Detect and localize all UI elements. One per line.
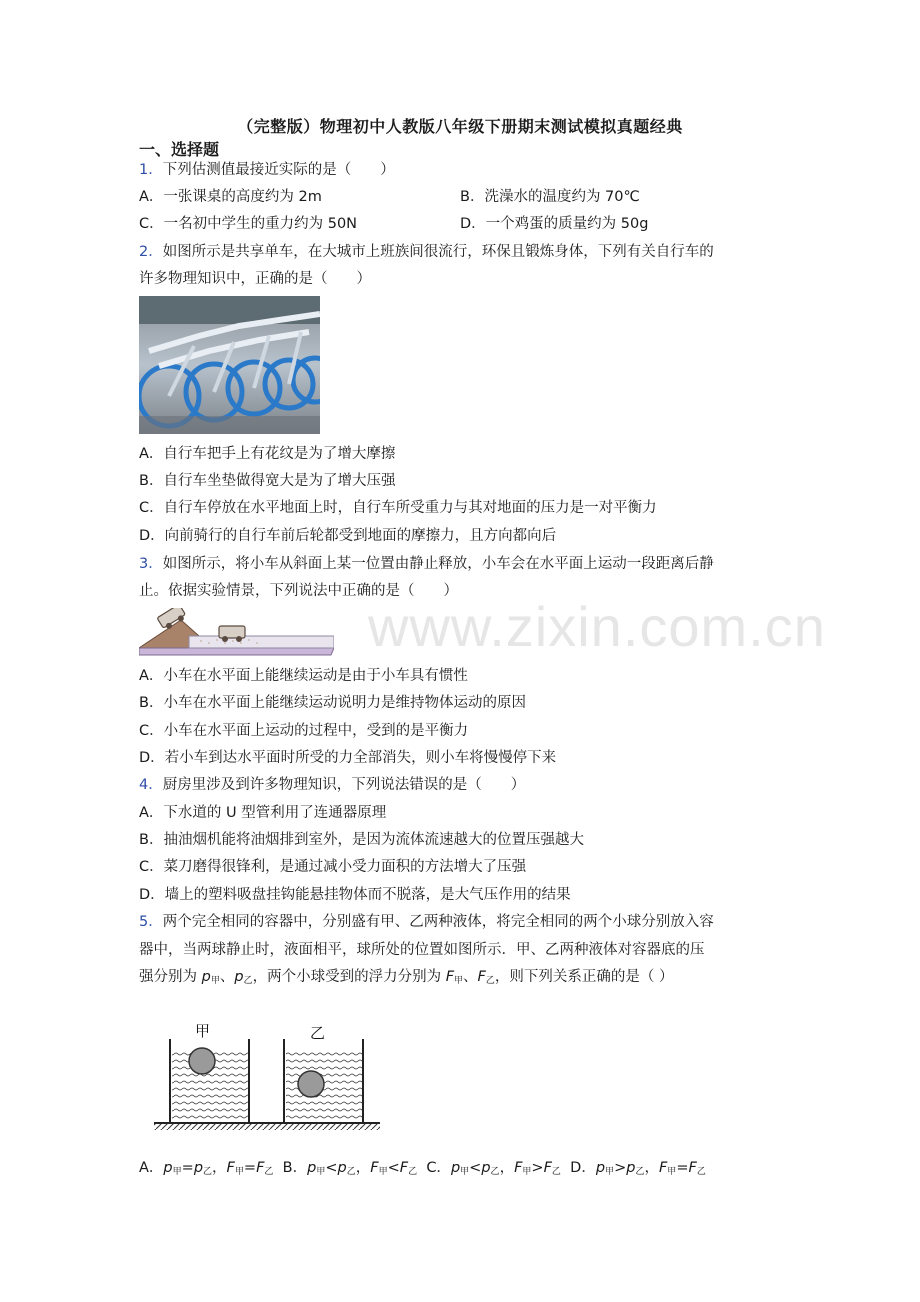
shared-bikes-photo — [139, 296, 320, 434]
label-yi: 乙 — [310, 1024, 326, 1042]
q2-option-d: D．向前骑行的自行车前后轮都受到地面的摩擦力，且方向都向后 — [139, 528, 557, 544]
q4-option-c: C．菜刀磨得很锋利，是通过减小受力面积的方法增大了压强 — [139, 859, 527, 875]
q3-option-d: D．若小车到达水平面时所受的力全部消失，则小车将慢慢停下来 — [139, 750, 557, 766]
q2-option-c: C．自行车停放在水平地面上时，自行车所受重力与其对地面的压力是一对平衡力 — [139, 500, 657, 516]
page-title: （完整版）物理初中人教版八年级下册期末测试模拟真题经典 — [237, 117, 683, 136]
q2-option-b: B．自行车坐垫做得宽大是为了增大压强 — [139, 473, 396, 489]
q3-option-c: C．小车在水平面上运动的过程中，受到的是平衡力 — [139, 723, 469, 739]
section-heading: 一、选择题 — [139, 140, 220, 159]
q4-option-a: A．下水道的 U 型管利用了连通器原理 — [139, 805, 387, 821]
q2-stem-line2: 许多物理知识中，正确的是（ ） — [139, 271, 371, 287]
q1-stem: 1．下列估测值最接近实际的是（ ） — [139, 162, 395, 178]
q5-options — [139, 1158, 706, 1182]
q5-option-b: B．$p_甲<p_乙$，$F_甲<F_乙$ — [282, 1160, 418, 1177]
q3-option-b: B．小车在水平面上能继续运动说明力是维持物体运动的原因 — [139, 695, 526, 711]
label-jia: 甲 — [195, 1022, 211, 1040]
q1-number: 1． — [139, 162, 163, 178]
q5-stem-line3: 强分别为 $p_甲$、$p_乙$，两个小球受到的浮力分别为 $F_甲$、$F_乙$，则下列关系正确的是（ ） — [139, 969, 674, 986]
q5-option-d: D．$p_甲>p_乙$，$F_甲=F_乙$ — [570, 1160, 706, 1177]
q5-option-c: C．$p_甲<p_乙$，$F_甲>F_乙$ — [426, 1160, 561, 1177]
watermark: www.zixin.com.cn — [368, 595, 826, 658]
q1-option-b: B．洗澡水的温度约为 70℃ — [460, 189, 640, 205]
q3-stem-line2: 止。依据实验情景，下列说法中正确的是（ ） — [139, 583, 458, 599]
q3-option-a: A．小车在水平面上能继续运动是由于小车具有惯性 — [139, 668, 468, 684]
two-containers-diagram — [150, 1015, 382, 1135]
q3-number: 3． — [139, 556, 163, 572]
q5-stem-line2: 器中，当两球静止时，液面相平，球所处的位置如图所示．甲、乙两种液体对容器底的压 — [139, 942, 705, 958]
q1-option-c: C．一名初中学生的重力约为 50N — [139, 216, 358, 232]
q4-option-b: B．抽油烟机能将油烟排到室外，是因为流体流速越大的位置压强越大 — [139, 832, 584, 848]
q3-stem-line1: 3．如图所示，将小车从斜面上某一位置由静止释放，小车会在水平面上运动一段距离后静 — [139, 556, 714, 572]
q2-stem-line1: 2．如图所示是共享单车，在大城市上班族间很流行，环保且锻炼身体，下列有关自行车的 — [139, 244, 714, 260]
q4-number: 4． — [139, 777, 163, 793]
q5-option-a: A．$p_甲=p_乙$，$F_甲=F_乙$ — [139, 1160, 274, 1177]
incline-cart-diagram — [139, 608, 334, 658]
q4-stem: 4．厨房里涉及到许多物理知识，下列说法错误的是（ ） — [139, 777, 526, 793]
q4-option-d: D．墙上的塑料吸盘挂钩能悬挂物体而不脱落，是大气压作用的结果 — [139, 887, 571, 903]
q5-number: 5． — [139, 914, 163, 930]
q2-option-a: A．自行车把手上有花纹是为了增大摩擦 — [139, 446, 396, 462]
q5-stem-line1: 5．两个完全相同的容器中，分别盛有甲、乙两种液体，将完全相同的两个小球分别放入容 — [139, 914, 714, 930]
q1-option-d: D．一个鸡蛋的质量约为 50g — [460, 216, 649, 232]
q1-option-a: A．一张课桌的高度约为 2m — [139, 189, 322, 205]
q2-number: 2． — [139, 244, 163, 260]
